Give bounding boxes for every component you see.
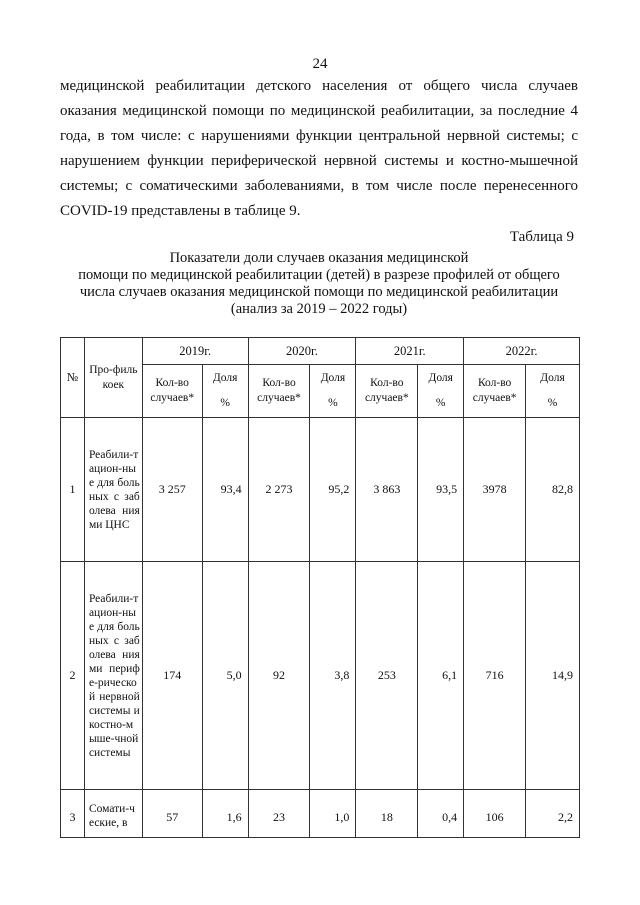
row-profile: Сомати-ческие, в (84, 790, 142, 838)
cell-share: 0,4 (418, 790, 464, 838)
header-count: Кол-во случаев* (248, 365, 310, 418)
share-label: Доля (540, 372, 565, 384)
table-row (61, 418, 580, 562)
header-year: 2021г. (356, 338, 464, 365)
header-share (202, 365, 248, 418)
cell-count: 3978 (464, 418, 526, 562)
caption-line: Показатели доли случаев оказания медицинской (169, 250, 469, 266)
cell-share: 93,5 (418, 418, 464, 562)
cell-share: 82,8 (526, 418, 580, 562)
share-unit: % (328, 397, 338, 409)
cell-share: 1,6 (202, 790, 248, 838)
cell-count: 106 (464, 790, 526, 838)
paragraph-line: оказания медицинской помощи по медицинской реабилитации, за последние 4 (60, 103, 578, 119)
share-label: Доля (428, 372, 453, 384)
cell-share: 5,0 (202, 562, 248, 790)
paragraph-line: нарушением функции периферической нервной системы и костно-мышечной (60, 153, 578, 169)
cell-share: 6,1 (418, 562, 464, 790)
header-share (418, 365, 464, 418)
row-number: 1 (61, 418, 85, 562)
cell-count: 57 (142, 790, 202, 838)
share-label: Доля (320, 372, 346, 384)
cell-share: 95,2 (310, 418, 356, 562)
caption-line: числа случаев оказания медицинской помощи по медицинской реабилитации (79, 284, 559, 300)
cell-share: 2,2 (526, 790, 580, 838)
header-share (526, 365, 580, 418)
header-count: Кол-во случаев* (356, 365, 418, 418)
header-count: Кол-во случаев* (464, 365, 526, 418)
paragraph-line: медицинской реабилитации детского населения от общего числа случаев (60, 78, 578, 94)
row-number: 3 (61, 790, 85, 838)
table-caption (60, 250, 578, 318)
page-number: 24 (312, 56, 328, 72)
caption-line: помощи по медицинской реабилитации (детей) в разрезе профилей от общего (78, 267, 560, 283)
share-unit: % (547, 397, 558, 409)
paragraph-line: COVID-19 представлены в таблице 9. (60, 203, 301, 219)
header-year: 2020г. (248, 338, 356, 365)
cell-share: 1,0 (310, 790, 356, 838)
row-profile: Реабили-тацион-ные для больных с заболева ниями перифе-рической нервной системы и костно-мыше-чной системы (84, 562, 142, 790)
header-count: Кол-во случаев* (142, 365, 202, 418)
cell-count: 92 (248, 562, 310, 790)
share-unit: % (435, 397, 446, 409)
row-number: 2 (61, 562, 85, 790)
cell-count: 3 863 (356, 418, 418, 562)
cell-count: 2 273 (248, 418, 310, 562)
row-profile: Реабили-тацион-ные для больных с заболева ниями ЦНС (84, 418, 142, 562)
share-unit: % (220, 397, 230, 409)
cell-count: 3 257 (142, 418, 202, 562)
cell-count: 18 (356, 790, 418, 838)
header-num: № (61, 338, 85, 418)
cell-count: 23 (248, 790, 310, 838)
cell-share: 93,4 (202, 418, 248, 562)
table-row (61, 562, 580, 790)
header-share (310, 365, 356, 418)
cell-share: 3,8 (310, 562, 356, 790)
header-profile: Про-филь коек (84, 338, 142, 418)
paragraph-line: системы; с соматическими заболеваниями, в том числе после перенесенного (60, 178, 578, 194)
paragraph-line: года, в том числе: с нарушениями функции центральной нервной системы; с (60, 128, 578, 144)
table-label: Таблица 9 (509, 229, 574, 245)
cell-count: 716 (464, 562, 526, 790)
caption-line: (анализ за 2019 – 2022 годы) (230, 301, 408, 317)
cell-share: 14,9 (526, 562, 580, 790)
cell-count: 253 (356, 562, 418, 790)
header-year: 2019г. (142, 338, 248, 365)
table-row (61, 790, 580, 838)
body-paragraph (60, 74, 578, 224)
header-year: 2022г. (464, 338, 580, 365)
cell-count: 174 (142, 562, 202, 790)
share-label: Доля (212, 372, 238, 384)
data-table (60, 337, 580, 838)
